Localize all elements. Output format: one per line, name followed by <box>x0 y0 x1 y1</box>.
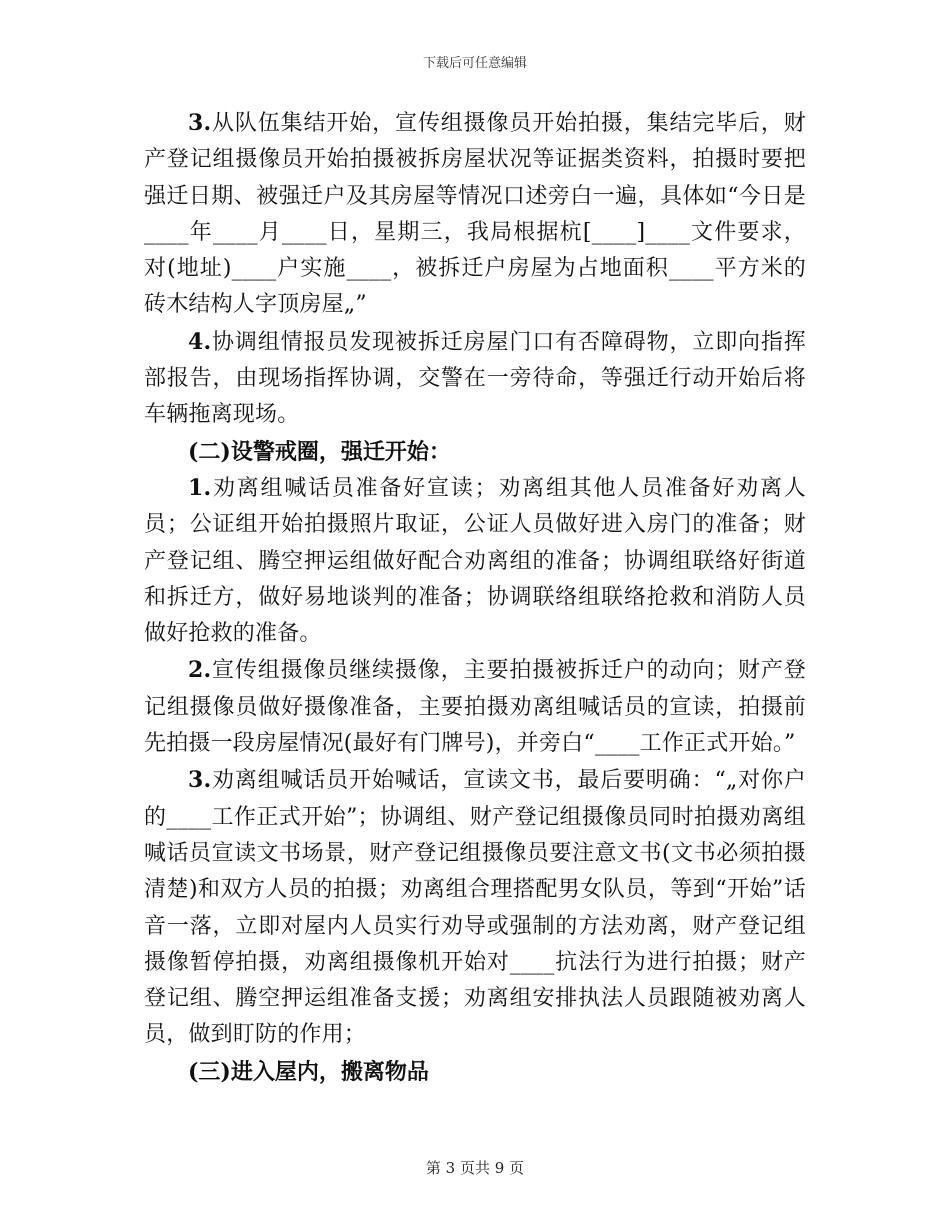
paragraph: 3.劝离组喊话员开始喊话，宣读文书，最后要明确：“„对你户的____工作正式开始”；协调组、财产登记组摄像员同时拍摄劝离组喊话员宣读文书场景，财产登记组摄像员要注意文书(文书必须拍摄清楚)和双方人员的拍摄；劝离组合理搭配男女队员，等到“开始”话音一落，立即对屋内人员实行劝导或强制的方法劝离，财产登记组摄像暂停拍摄，劝离组摄像机开始对____抗法行为进行拍摄；财产登记组、腾空押运组准备支援；劝离组安排执法人员跟随被劝离人员，做到盯防的作用； <box>144 767 806 1048</box>
page-footer: 第 3 页共 9 页 <box>425 1159 525 1177</box>
paragraph: 2.宣传组摄像员继续摄像，主要拍摄被拆迁户的动向；财产登记组摄像员做好摄像准备，主要拍摄劝离组喊话员的宣读，拍摄前先拍摄一段房屋情况(最好有门牌号)，并旁白“____工作正式开始。” <box>144 657 806 757</box>
section-heading: (三)进入屋内，搬离物品 <box>188 1058 429 1085</box>
paragraph: 4.协调组情报员发现被拆迁房屋门口有否障碍物，立即向指挥部报告，由现场指挥协调，交警在一旁待命，等强迁行动开始后将车辆拖离现场。 <box>144 328 806 428</box>
section-heading: (二)设警戒圈，强迁开始： <box>188 438 451 465</box>
paragraph: 1.劝离组喊话员准备好宣读；劝离组其他人员准备好劝离人员；公证组开始拍摄照片取证，公证人员做好进入房门的准备；财产登记组、腾空押运组做好配合劝离组的准备；协调组联络好街道和拆迁方，做好易地谈判的准备；协调联络组联络抢救和消防人员做好抢救的准备。 <box>144 474 806 647</box>
page-header: 下载后可任意编辑 <box>422 56 527 71</box>
paragraph: 3.从队伍集结开始，宣传组摄像员开始拍摄，集结完毕后，财产登记组摄像员开始拍摄被拆房屋状况等证据类资料，拍摄时要把强迁日期、被强迁户及其房屋等情况口述旁白一遍，具体如“今日是____年____月____日，星期三，我局根据杭[____]____文件要求，对(地址)____户实施____，被拆迁户房屋为占地面积____平方米的砖木结构人字顶房屋„” <box>144 110 806 318</box>
document-body <box>144 105 806 1090</box>
